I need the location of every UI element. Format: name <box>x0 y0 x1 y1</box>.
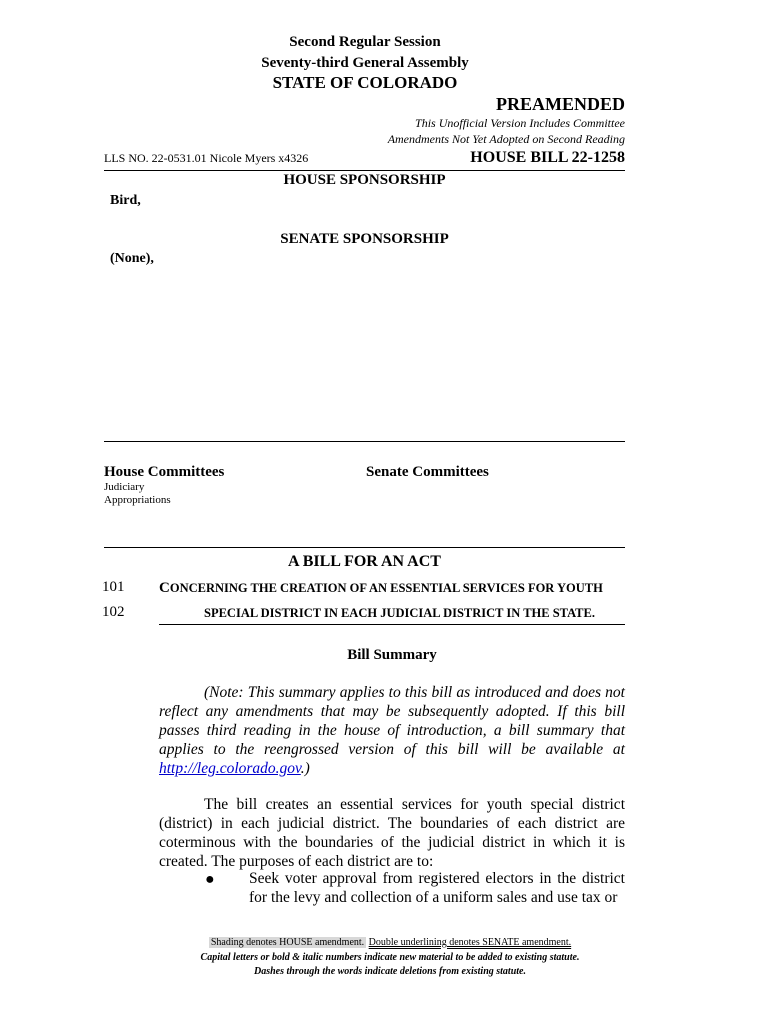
bill-number: HOUSE BILL 22-1258 <box>470 149 625 166</box>
summary-note <box>159 683 625 778</box>
house-sponsors: Bird, <box>110 193 141 208</box>
summary-body <box>159 795 625 871</box>
house-committees-heading: House Committees <box>104 464 225 480</box>
line-number: 102 <box>102 604 125 620</box>
senate-sponsorship-heading: SENATE SPONSORSHIP <box>280 231 449 247</box>
leg-colorado-link[interactable]: http://leg.colorado.gov <box>159 760 301 777</box>
bill-title-line-1 <box>159 580 603 597</box>
house-committee-judiciary: Judiciary <box>104 481 145 493</box>
title-underline <box>159 624 625 625</box>
summary-note-text: (Note: This summary applies to this bill as introduced and does not reflect any amendments that may be subsequently adopted. If this bill passes third reading in the house of introduction, a bill summary that applies to the reengrossed version of this bill will be available at <box>159 684 625 758</box>
summary-body-text: The bill creates an essential services for youth special district (district) in each judicial district. The boundaries of each district are coterminous with the boundaries of the judicial district in which it is created. The purposes of each district are to: <box>159 796 625 870</box>
senate-amendment-legend: Double underlining denotes SENATE amendment. <box>368 937 572 948</box>
state-title: STATE OF COLORADO <box>272 73 458 92</box>
house-sponsorship-heading: HOUSE SPONSORSHIP <box>283 172 446 188</box>
summary-note-end: .) <box>300 760 310 777</box>
senate-sponsors: (None), <box>110 251 154 266</box>
deletion-legend: Dashes through the words indicate deletions from existing statute. <box>254 966 526 977</box>
house-committee-appropriations: Appropriations <box>104 494 171 506</box>
sponsorship-divider <box>104 441 625 442</box>
amendment-legend <box>0 937 770 948</box>
new-material-legend: Capital letters or bold & italic numbers indicate new material to be added to existing statute. <box>200 952 580 963</box>
bill-summary-heading: Bill Summary <box>347 647 437 663</box>
house-amendment-legend: Shading denotes HOUSE amendment. <box>210 937 365 948</box>
bill-for-an-act-heading: A BILL FOR AN ACT <box>288 553 441 570</box>
session-title: Second Regular Session <box>289 34 441 50</box>
bill-title-line-2: SPECIAL DISTRICT IN EACH JUDICIAL DISTRICT IN THE STATE. <box>204 606 595 620</box>
lls-number: LLS NO. 22-0531.01 Nicole Myers x4326 <box>104 151 309 165</box>
bill-title-line-1-text: ONCERNING THE CREATION OF AN ESSENTIAL SERVICES FOR YOUTH <box>169 581 603 595</box>
summary-bullet-item: Seek voter approval from registered electors in the district for the levy and collection of a uniform sales and use tax or <box>249 870 625 906</box>
committees-divider <box>104 547 625 548</box>
assembly-title: Seventy-third General Assembly <box>261 55 469 71</box>
header-divider <box>104 170 625 171</box>
bullet-icon: ● <box>205 871 215 888</box>
preamended-label: PREAMENDED <box>496 94 625 114</box>
bill-title-initial: C <box>159 580 170 596</box>
unofficial-version-note: This Unofficial Version Includes Committee <box>415 116 625 130</box>
senate-committees-heading: Senate Committees <box>366 464 489 480</box>
amendments-note: Amendments Not Yet Adopted on Second Reading <box>387 132 625 146</box>
line-number: 101 <box>102 579 125 595</box>
